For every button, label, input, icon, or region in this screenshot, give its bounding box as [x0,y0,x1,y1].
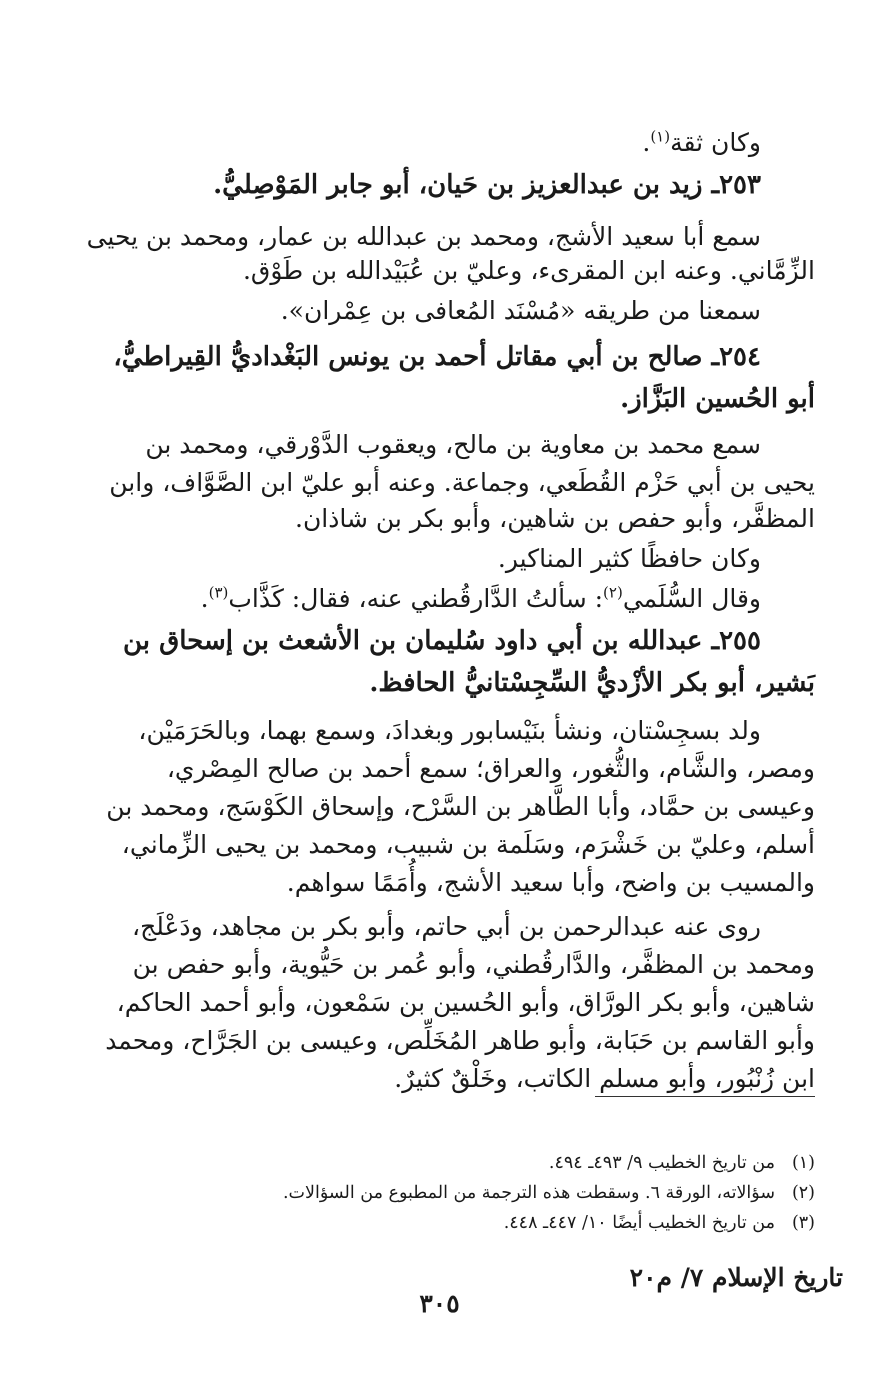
text-line: الزِّمَّاني. وعنه ابن المقرىء، وعليّ بن عُبَيْدالله بن طَوْق. [242,256,815,285]
text-line: ومصر، والشَّام، والثُّغور، والعراق؛ سمع أحمد بن صالح المِصْري، [166,754,815,783]
page-number: ٣٠٥ [419,1289,460,1318]
text-line: ومحمد بن المظفَّر، والدَّارقُطني، وأبو عُمر بن حَيُّوية، وأبو حفص بن [132,950,815,979]
footnote: (١)من تاريخ الخطيب ٩/ ٤٩٣ـ ٤٩٤. [549,1150,815,1176]
text-line: وكان ثقة$^{(١)}$. [642,127,761,157]
text-line: وأبو القاسم بن حَبَابة، وأبو طاهر المُخَلِّص، وعيسى بن الجَرَّاح، ومحمد [105,1026,815,1055]
text-line: والمسيب بن واضح، وأبا سعيد الأشج، وأُمَمًا سواهم. [286,868,815,897]
footnote-ref[interactable]: (٣) [208,583,229,602]
footnote: (٢)سؤالاته، الورقة ٦. وسقطت هذه الترجمة من المطبوع من السؤالات. [283,1180,815,1206]
text-line: أسلم، وعليّ بن خَشْرَم، وسَلَمة بن شبيب، ومحمد بن يحيى الزِّماني، [121,830,815,859]
footnote-number: (١) [791,1153,815,1173]
entry-heading: بَشير، أبو بكر الأزْديُّ السِّجِسْتانيُّ الحافظ. [369,668,815,698]
text-line: وعيسى بن حمَّاد، وأبا الطَّاهر بن السَّرْح، وإسحاق الكَوْسَج، ومحمد بن [106,792,815,821]
footnote-number: (٣) [791,1213,815,1233]
text-line: ابن زُنْبُور، وأبو مسلم الكاتب، وخَلْقٌ كثيرٌ. [394,1064,815,1093]
footnote-ref[interactable]: (١) [650,127,671,146]
text-line: وقال السُّلَمي$^{(٢)}$: سألتُ الدَّارقُطني عنه، فقال: كَذَّاب$^{(٣)}$. [200,583,761,613]
text-line: وكان حافظًا كثير المناكير. [497,544,761,573]
footnote: (٣)من تاريخ الخطيب أيضًا ١٠/ ٤٤٧ـ ٤٤٨. [504,1210,815,1236]
running-footer: تاريخ الإسلام ٧/ م٢٠ [629,1263,843,1292]
text-line: سمع محمد بن معاوية بن مالح، ويعقوب الدَّوْرقي، ومحمد بن [145,430,761,459]
text-line: المظفَّر، وأبو حفص بن شاهين، وأبو بكر بن شاذان. [295,504,815,533]
footnote-ref[interactable]: (٢) [603,583,623,602]
text-line: سمع أبا سعيد الأشج، ومحمد بن عبدالله بن عمار، ومحمد بن يحيى [86,222,761,251]
text-line: يحيى بن أبي حَزْم القُطَعي، وجماعة. وعنه أبو عليّ ابن الصَّوَّاف، وابن [109,468,815,497]
entry-heading: ٢٥٤ـ صالح بن أبي مقاتل أحمد بن يونس البَغْداديُّ القِيراطيُّ، [113,342,761,372]
footnote-number: (٢) [791,1183,815,1203]
text-line: روى عنه عبدالرحمن بن أبي حاتم، وأبو بكر بن مجاهد، ودَعْلَج، [132,912,761,941]
footnote-divider [595,1096,815,1097]
text-line: سمعنا من طريقه «مُسْنَد المُعافى بن عِمْران». [280,296,761,325]
text-line: شاهين، وأبو بكر الورَّاق، وأبو الحُسين بن سَمْعون، وأبو أحمد الحاكم، [116,988,815,1017]
entry-heading: ٢٥٣ـ زيد بن عبدالعزيز بن حَيان، أبو جابر المَوْصِليُّ. [213,170,761,200]
entry-heading: ٢٥٥ـ عبدالله بن أبي داود سُليمان بن الأشعث بن إسحاق بن [122,626,761,656]
text-line: ولد بسجِسْتان، ونشأ بنَيْسابور وبغدادَ، وسمع بهما، وبالحَرَمَيْن، [138,716,761,745]
entry-heading: أبو الحُسين البَزَّاز. [620,384,815,414]
